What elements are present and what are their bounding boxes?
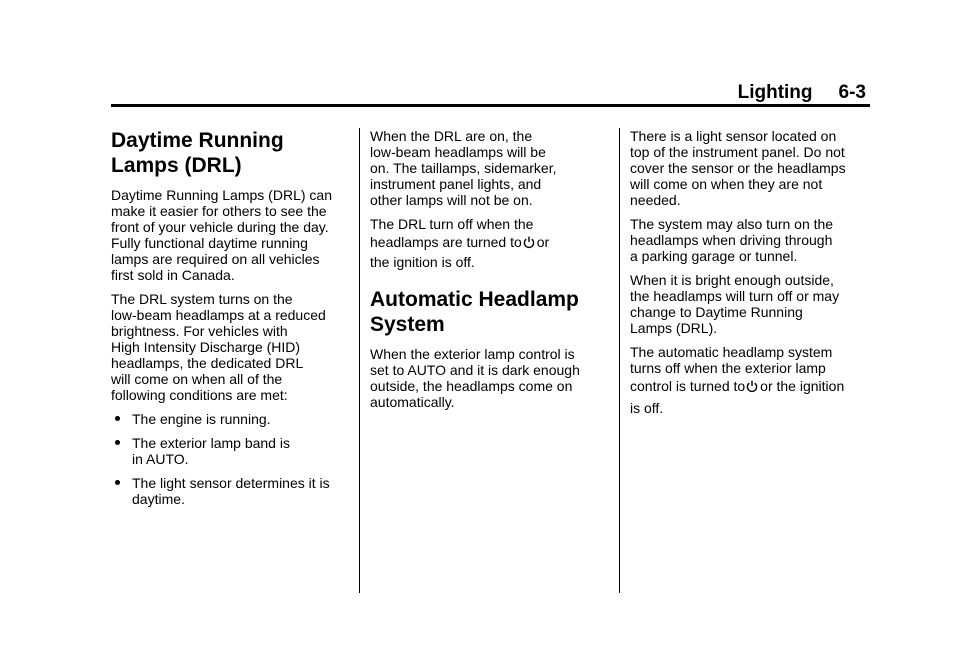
column-2	[370, 128, 605, 418]
column-3	[630, 128, 870, 426]
page-number: 6-3	[838, 82, 866, 103]
paragraph-drl-off: The DRL turn off when the headlamps are turned to or the ignition is off.	[370, 216, 550, 270]
list-item: The light sensor determines it is daytime.	[111, 475, 349, 507]
paragraph-drl-system: The DRL system turns on the low-beam headlamps at a reduced brightness. For vehicles with High Intensity Discharge (HID) headlamps, the dedicated DRL will come on when all of the following conditions are met:	[111, 291, 326, 403]
power-off-icon	[746, 378, 758, 398]
list-item: The exterior lamp band is in AUTO.	[111, 435, 349, 467]
section-title: Lighting	[737, 82, 813, 103]
power-off-icon	[523, 234, 535, 254]
paragraph-bright-outside: When it is bright enough outside, the headlamps will turn off or may change to Daytime Running Lamps (DRL).	[630, 272, 840, 336]
paragraph-drl-intro: Daytime Running Lamps (DRL) can make it easier for others to see the front of your vehicle during the day. Fully functional daytime running lamps are required on all vehicles first sold in Canada.	[111, 187, 332, 283]
paragraph-garage-tunnel: The system may also turn on the headlamps when driving through a parking garage or tunnel.	[630, 216, 834, 264]
paragraph-drl-on: When the DRL are on, the low-beam headlamps will be on. The taillamps, sidemarker, instrument panel lights, and other lamps will not be on.	[370, 128, 557, 208]
paragraph-auto-off: The automatic headlamp system turns off when the exterior lamp control is turned to or the ignition is off.	[630, 344, 845, 416]
page-header	[738, 82, 866, 104]
conditions-list	[111, 411, 349, 507]
paragraph-auto-headlamp: When the exterior lamp control is set to AUTO and it is dark enough outside, the headlamps come on automatically.	[370, 346, 580, 410]
header-rule	[111, 104, 870, 107]
column-divider-1	[359, 128, 360, 593]
heading-drl: Daytime Running Lamps (DRL)	[111, 129, 284, 177]
heading-auto-headlamp: Automatic Headlamp System	[370, 288, 579, 336]
list-item: The engine is running.	[111, 411, 349, 427]
column-1	[111, 128, 349, 515]
column-divider-2	[619, 128, 620, 593]
paragraph-light-sensor: There is a light sensor located on top of the instrument panel. Do not cover the sensor or the headlamps will come on when they are not needed.	[630, 128, 846, 208]
